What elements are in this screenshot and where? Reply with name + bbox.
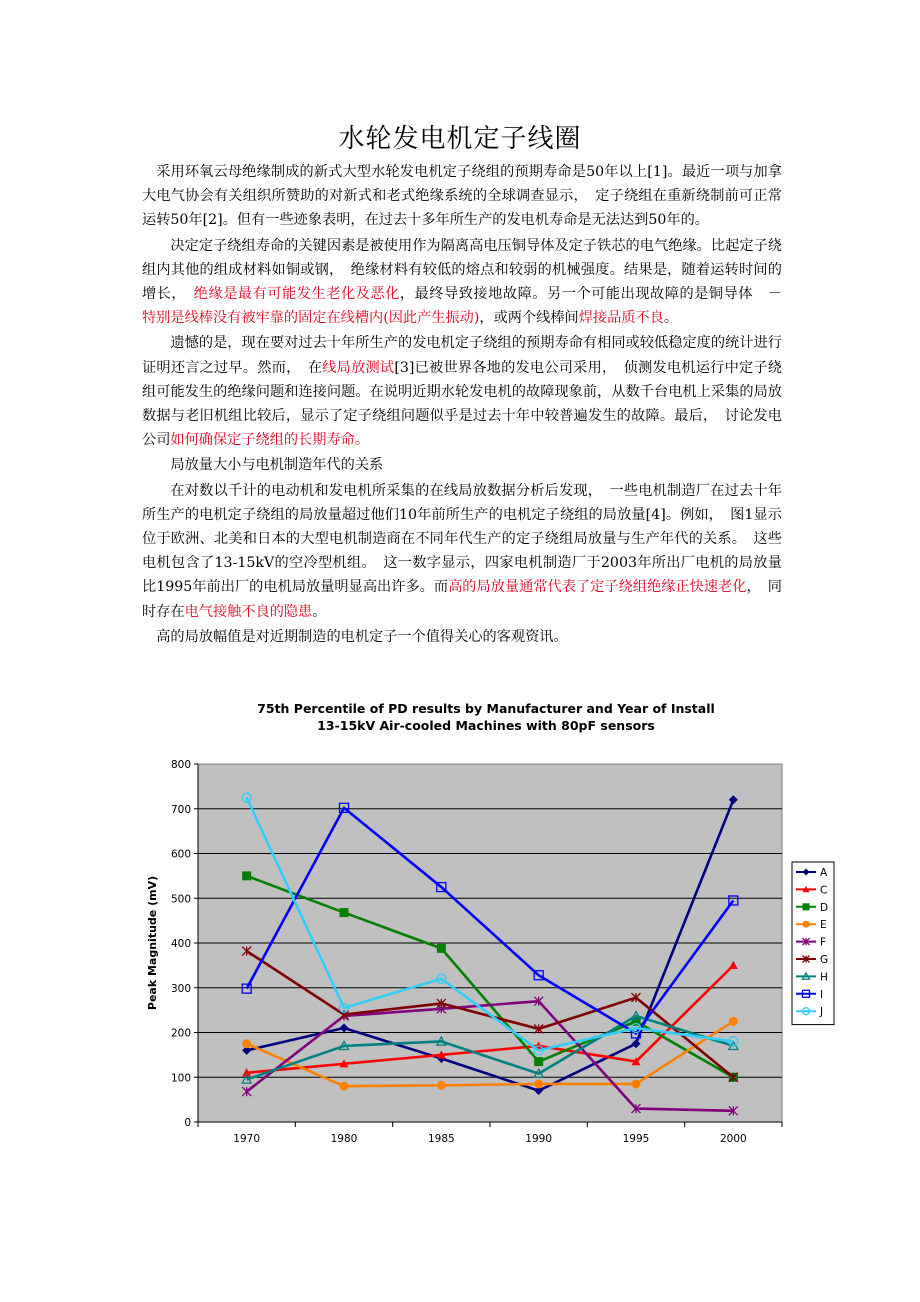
legend-label: A: [820, 867, 828, 879]
x-tick-label: 1995: [622, 1133, 650, 1145]
highlighted-text: 如何确保定子绕组的长期寿命。: [170, 432, 370, 449]
paragraph-text: 在对数以千计的电动机和发电机所采集的在线局放数据分析后发现， 一些电机制造厂在过去十年所生产的电机定子绕组的局放量超过他们10年前所生产的电机定子绕组的局放量[4]。例如， 图1显示位于欧洲、北美和日本的大型电机制造商在不同年代生产的定子绕组局放量与生产年代的关系。 这些电机包含了13-15kV的空冷型机组。 这一数字显示，四家电机制造厂于2003年所出厂电机的局放量比1995年前出厂的电机局放量明显高出许多。而: [142, 482, 782, 596]
x-tick-label: 1990: [525, 1133, 553, 1145]
highlighted-text: 特别是线棒没有被牢靠的固定在线槽内(因此产生振动): [142, 310, 480, 327]
y-tick-label: 800: [170, 759, 191, 771]
x-tick-label: 1970: [233, 1133, 261, 1145]
circle-marker: [242, 1039, 251, 1048]
square-marker: [437, 944, 446, 953]
highlighted-text: 绝缘是最有可能发生老化及恶化: [193, 286, 400, 303]
legend-box: [792, 862, 834, 1025]
paragraph-p1: [142, 160, 782, 233]
chart-subtitle: 13-15kV Air-cooled Machines with 80pF sensors: [317, 718, 655, 733]
paragraph-text: 采用环氧云母绝缘制成的新式大型水轮发电机定子绕组的预期寿命是50年以上[1]。最近一项与加拿大电气协会有关组织所赞助的对新式和老式绝缘系统的全球调查显示， 定子绕组在重新绕制前可正常运转50年[2]。但有一些迹象表明，在过去十多年所生产的发电机寿命是无法达到50年的。: [142, 164, 782, 229]
paragraph-text: 。: [312, 603, 327, 620]
legend-label: D: [820, 901, 829, 914]
y-tick-label: 400: [170, 938, 191, 950]
paragraph-text: ， 同时存在: [142, 579, 782, 620]
square-marker: [803, 903, 810, 910]
y-tick-label: 300: [170, 982, 191, 995]
square-marker: [340, 908, 349, 917]
y-tick-label: 600: [170, 848, 191, 861]
chart-title: 75th Percentile of PD results by Manufacturer and Year of Install: [257, 701, 715, 716]
y-axis-label: Peak Magnitude (mV): [146, 875, 159, 1011]
paragraph-p5: [142, 479, 782, 624]
square-marker: [534, 1057, 543, 1066]
paragraph-text: 。: [663, 310, 679, 327]
square-marker: [242, 871, 251, 880]
y-tick-label: 500: [170, 893, 191, 906]
circle-marker: [340, 1082, 349, 1091]
y-tick-label: 0: [184, 1117, 191, 1129]
legend-label: I: [820, 988, 824, 1001]
legend-label: H: [820, 971, 828, 984]
y-tick-label: 700: [170, 803, 191, 816]
paragraph-text: ，或两个线棒间: [479, 310, 579, 327]
paragraph-text: 遗憾的是，现在要对过去十年所生产的发电机定子绕组的预期寿命有相同或较低稳定度的统计进行证明还言之过早。然而， 在: [142, 335, 782, 376]
circle-marker: [437, 1081, 446, 1090]
circle-marker: [803, 921, 810, 928]
y-tick-label: 100: [170, 1072, 191, 1085]
paragraph-p3: [142, 331, 782, 452]
circle-marker: [632, 1079, 641, 1088]
paragraph-p6: [142, 625, 782, 649]
paragraph-text: 高的局放幅值是对近期制造的电机定子一个值得关心的客观资讯。: [156, 628, 568, 645]
highlighted-text: 焊接品质不良: [578, 310, 664, 327]
y-tick-label: 200: [170, 1027, 191, 1040]
chart-title-block: [0, 700, 920, 734]
x-tick-label: 1980: [330, 1133, 358, 1145]
legend-label: E: [820, 919, 827, 932]
legend-label: F: [820, 936, 827, 949]
legend-label: G: [820, 954, 829, 966]
page-title: 水轮发电机定子线圈: [338, 124, 582, 154]
paragraph-text: [3]已被世界各地的发电公司采用， 侦测发电机运行中定子绕组可能发生的绝缘问题和连接问题。在说明近期水轮发电机的故障现象前，从数千台电机上采集的局放数据与老旧机组比较后，显示了定子绕组问题似乎是过去十年中较普遍发生的故障。最后， 讨论发电公司: [142, 359, 782, 449]
article-body: [142, 160, 797, 650]
legend-label: J: [820, 1006, 824, 1019]
paragraph-text: 决定定子绕组寿命的关键因素是被使用作为隔离高电压铜导体及定子铁芯的电气绝缘。比起定子绕组内其他的组成材料如铜或钢， 绝缘材料有较低的熔点和较弱的机械强度。结果是，随着运转时间的增长，: [142, 237, 782, 303]
circle-marker: [729, 1017, 738, 1026]
highlighted-text: 电气接触不良的隐患: [184, 603, 313, 620]
legend: [792, 862, 834, 1025]
legend-label: C: [820, 884, 828, 897]
x-tick-label: 2000: [719, 1133, 747, 1145]
paragraph-text: 局放量大小与电机制造年代的关系: [170, 457, 384, 474]
paragraph-p4: [142, 453, 782, 477]
x-tick-label: 1985: [427, 1133, 455, 1145]
paragraph-p2: [142, 234, 797, 331]
paragraph-text: ，最终导致接地故障。另一个可能出现故障的是铜导体 －: [399, 286, 797, 303]
circle-marker: [534, 1079, 543, 1088]
highlighted-text: 高的局放量通常代表了定子绕组绝缘正快速老化: [448, 579, 747, 596]
pd-line-chart: [140, 744, 840, 1154]
highlighted-text: 线局放测试: [322, 359, 395, 376]
